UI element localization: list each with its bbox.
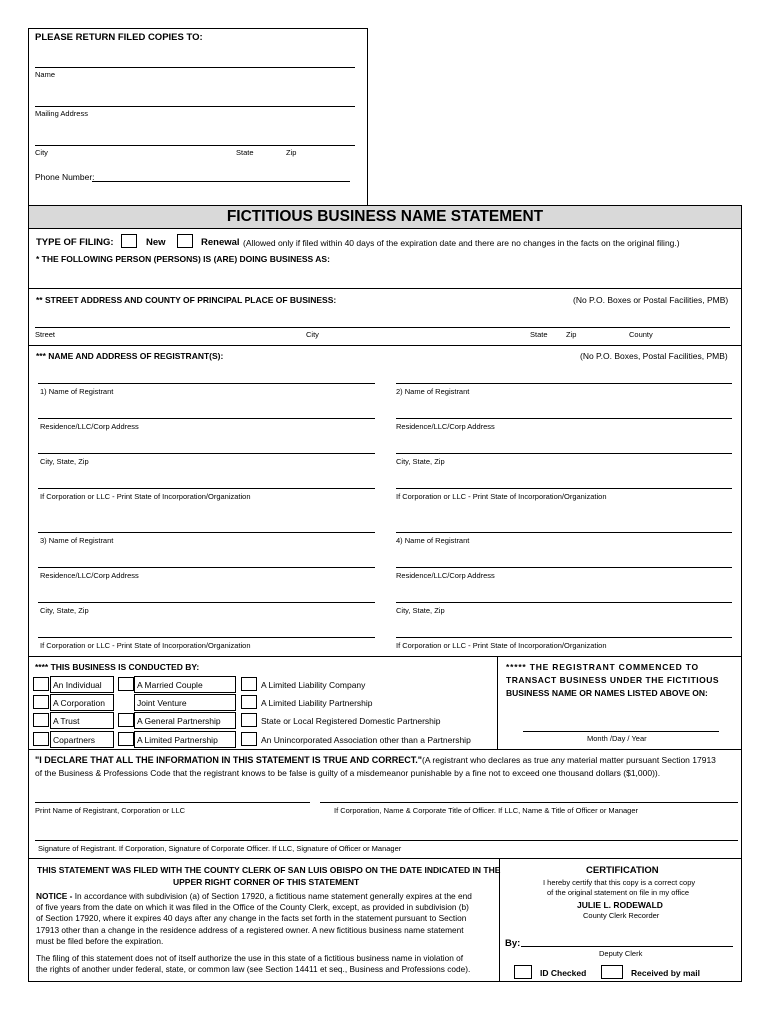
conducted-divider xyxy=(497,656,498,749)
copartners-checkbox[interactable] xyxy=(33,732,49,746)
filed-heading1: THIS STATEMENT WAS FILED WITH THE COUNTY CLERK OF SAN LUIS OBISPO ON THE DATE INDICATED IN THE xyxy=(37,865,501,875)
reg4-name-label: 4) Name of Registrant xyxy=(396,536,470,545)
form-title: FICTITIOUS BUSINESS NAME STATEMENT xyxy=(28,205,742,229)
commenced-date-label: Month /Day / Year xyxy=(587,734,647,743)
individual-checkbox[interactable] xyxy=(33,677,49,691)
corporation-checkbox[interactable] xyxy=(33,695,49,709)
reg1-residence-label: Residence/LLC/Corp Address xyxy=(40,422,139,431)
signature-divider xyxy=(28,858,742,859)
trust-checkbox[interactable] xyxy=(33,713,49,727)
married-checkbox[interactable] xyxy=(118,677,134,691)
commenced-line3: BUSINESS NAME OR NAMES LISTED ABOVE ON: xyxy=(506,688,708,698)
renewal-note: (Allowed only if filed within 40 days of the expiration date and there are no changes in the facts on the original filing.) xyxy=(243,238,680,248)
declare-line1 xyxy=(35,755,716,765)
reg3-name-line[interactable] xyxy=(38,532,375,533)
notice-line-4: must be filed before the expiration. xyxy=(36,935,164,946)
notice-label: NOTICE - xyxy=(36,891,73,901)
clerk-name: JULIE L. RODEWALD xyxy=(577,900,663,910)
registrant-heading: *** NAME AND ADDRESS OF REGISTRANT(S): xyxy=(36,351,224,361)
id-checked-label: ID Checked xyxy=(540,968,587,978)
reg2-corp-line[interactable] xyxy=(396,488,732,489)
conducted-bottom-divider xyxy=(28,749,742,750)
officer-title-line[interactable] xyxy=(320,802,738,803)
street-line[interactable] xyxy=(35,327,730,328)
reg4-residence-line[interactable] xyxy=(396,567,732,568)
renewal-label: Renewal xyxy=(201,237,240,248)
filed-heading2: UPPER RIGHT CORNER OF THIS STATEMENT xyxy=(173,877,360,887)
reg3-city-line[interactable] xyxy=(38,602,375,603)
return-phone-line[interactable] xyxy=(92,181,350,182)
trust-label: A Trust xyxy=(53,716,80,726)
signature-line[interactable] xyxy=(35,840,738,841)
reg2-residence-line[interactable] xyxy=(396,418,732,419)
print-name-line[interactable] xyxy=(35,802,310,803)
domestic-partnership-checkbox[interactable] xyxy=(241,713,257,727)
clerk-title: County Clerk Recorder xyxy=(583,911,660,920)
return-name-line[interactable] xyxy=(35,67,355,68)
street-divider xyxy=(28,345,742,346)
street-county-label: County xyxy=(629,330,653,339)
by-line[interactable] xyxy=(521,946,733,947)
certification-divider xyxy=(499,858,500,982)
corporation-label: A Corporation xyxy=(53,698,105,708)
conducted-heading: **** THIS BUSINESS IS CONDUCTED BY: xyxy=(35,662,200,672)
return-mailing-label: Mailing Address xyxy=(35,109,88,118)
reg2-corp-label: If Corporation or LLC - Print State of Incorporation/Organization xyxy=(396,492,607,501)
notice-line-1: of five years from the date on which it was filed in the Office of the County Clerk, except, as provided in subdivision (b) xyxy=(36,902,469,913)
street-city-label: City xyxy=(306,330,319,339)
print-name-label: Print Name of Registrant, Corporation or LLC xyxy=(35,806,186,815)
return-city-label: City xyxy=(35,148,48,157)
officer-title-label: If Corporation, Name & Corporate Title of Officer. If LLC, Name & Title of Officer or Manager xyxy=(334,806,639,815)
commenced-line1: ***** THE REGISTRANT COMMENCED TO xyxy=(506,662,699,672)
certification-line1: I hereby certify that this copy is a correct copy xyxy=(543,878,696,887)
id-checked-checkbox[interactable] xyxy=(514,965,532,979)
by-label: By: xyxy=(505,938,521,949)
street-note: (No P.O. Boxes or Postal Facilities, PMB) xyxy=(573,295,729,305)
certification-heading: CERTIFICATION xyxy=(586,865,659,876)
renewal-checkbox[interactable] xyxy=(177,234,193,248)
reg2-residence-label: Residence/LLC/Corp Address xyxy=(396,422,495,431)
received-by-mail-label: Received by mail xyxy=(631,968,700,978)
persons-heading: * THE FOLLOWING PERSON (PERSONS) IS (ARE) DOING BUSINESS AS: xyxy=(36,254,330,264)
received-by-mail-checkbox[interactable] xyxy=(601,965,623,979)
notice-line-0: In accordance with subdivision (a) of Section 17920, a fictitious name statement generally expires at the end xyxy=(72,891,472,901)
registrant-divider xyxy=(28,656,742,657)
notice-paragraph xyxy=(36,891,496,947)
reg2-city-line[interactable] xyxy=(396,453,732,454)
filing-label: TYPE OF FILING: xyxy=(36,237,114,248)
reg3-corp-label: If Corporation or LLC - Print State of Incorporation/Organization xyxy=(40,641,251,650)
reg3-name-label: 3) Name of Registrant xyxy=(40,536,114,545)
new-label: New xyxy=(146,237,166,248)
return-name-label: Name xyxy=(35,70,56,79)
new-checkbox[interactable] xyxy=(121,234,137,248)
joint-venture-label: Joint Venture xyxy=(137,698,187,708)
reg1-residence-line[interactable] xyxy=(38,418,375,419)
llp-checkbox[interactable] xyxy=(241,695,257,709)
commenced-line2: TRANSACT BUSINESS UNDER THE FICTITIOUS xyxy=(506,675,720,685)
reg3-residence-label: Residence/LLC/Corp Address xyxy=(40,571,139,580)
reg1-name-line[interactable] xyxy=(38,383,375,384)
reg4-name-line[interactable] xyxy=(396,532,732,533)
street-heading: ** STREET ADDRESS AND COUNTY OF PRINCIPAL PLACE OF BUSINESS: xyxy=(36,295,337,305)
domestic-partnership-label: State or Local Registered Domestic Partnership xyxy=(261,716,441,726)
reg1-city-label: City, State, Zip xyxy=(40,457,89,466)
reg1-name-label: 1) Name of Registrant xyxy=(40,387,114,396)
street-zip-label: Zip xyxy=(566,330,577,339)
reg4-residence-label: Residence/LLC/Corp Address xyxy=(396,571,495,580)
reg3-city-label: City, State, Zip xyxy=(40,606,89,615)
general-partnership-label: A General Partnership xyxy=(137,716,221,726)
declare-bold: "I DECLARE THAT ALL THE INFORMATION IN THIS STATEMENT IS TRUE AND CORRECT." xyxy=(35,755,423,765)
return-state-label: State xyxy=(236,148,254,157)
llp-label: A Limited Liability Partnership xyxy=(261,698,373,708)
notice-line-3: 17913 other than a change in the residence address of a registered owner. A new fictitious business name statement xyxy=(36,924,464,935)
signature-label: Signature of Registrant. If Corporation, Signature of Corporate Officer. If LLC, Signature of Officer or Manager xyxy=(38,844,402,853)
reg4-city-line[interactable] xyxy=(396,602,732,603)
reg3-residence-line[interactable] xyxy=(38,567,375,568)
reg1-corp-line[interactable] xyxy=(38,488,375,489)
reg3-corp-line[interactable] xyxy=(38,637,375,638)
return-city-line[interactable] xyxy=(35,145,355,146)
deputy-clerk-label: Deputy Clerk xyxy=(599,949,643,958)
limited-partnership-label: A Limited Partnership xyxy=(137,735,218,745)
married-label: A Married Couple xyxy=(137,680,203,690)
declare-line2: of the Business & Professions Code that the registrant knows to be false is guilty of a misdemeanor punishable by a fine not to exceed one thousand dollars ($1,000)). xyxy=(35,768,661,778)
declare-rest: (A registrant who declares as true any material matter pursuant Section 17913 xyxy=(422,755,716,765)
reg2-city-label: City, State, Zip xyxy=(396,457,445,466)
reg4-corp-line[interactable] xyxy=(396,637,732,638)
limited-partnership-checkbox[interactable] xyxy=(118,732,134,746)
return-mailing-line[interactable] xyxy=(35,106,355,107)
copartners-label: Copartners xyxy=(53,735,96,745)
return-zip-label: Zip xyxy=(286,148,297,157)
reg4-corp-label: If Corporation or LLC - Print State of Incorporation/Organization xyxy=(396,641,607,650)
filing-line-0: The filing of this statement does not of itself authorize the use in this state of a fictitious business name in violation of xyxy=(36,953,464,963)
reg2-name-line[interactable] xyxy=(396,383,732,384)
filing-line-1: the rights of another under federal, state, or common law (see Section 14411 et seq., Business and Professions code). xyxy=(36,964,471,975)
notice-line-2: of Section 17920, where it expires 40 days after any change in the facts set forth in the statement pursuant to Section xyxy=(36,913,467,924)
individual-label: An Individual xyxy=(53,680,102,690)
commenced-date-line[interactable] xyxy=(523,731,719,732)
street-state-label: State xyxy=(530,330,548,339)
general-partnership-checkbox[interactable] xyxy=(118,713,134,727)
reg1-corp-label: If Corporation or LLC - Print State of Incorporation/Organization xyxy=(40,492,251,501)
reg4-city-label: City, State, Zip xyxy=(396,606,445,615)
llc-checkbox[interactable] xyxy=(241,677,257,691)
unincorporated-checkbox[interactable] xyxy=(241,732,257,746)
unincorporated-label: An Unincorporated Association other than a Partnership xyxy=(261,735,471,745)
reg2-name-label: 2) Name of Registrant xyxy=(396,387,470,396)
registrant-note: (No P.O. Boxes, Postal Facilities, PMB) xyxy=(580,351,728,361)
certification-line2: of the original statement on file in my office xyxy=(547,888,690,897)
filing-paragraph xyxy=(36,953,496,975)
return-phone-label: Phone Number: xyxy=(35,172,95,182)
reg1-city-line[interactable] xyxy=(38,453,375,454)
return-heading: PLEASE RETURN FILED COPIES TO: xyxy=(35,32,203,43)
street-label: Street xyxy=(35,330,56,339)
persons-divider xyxy=(28,288,742,289)
llc-label: A Limited Liability Company xyxy=(261,680,366,690)
